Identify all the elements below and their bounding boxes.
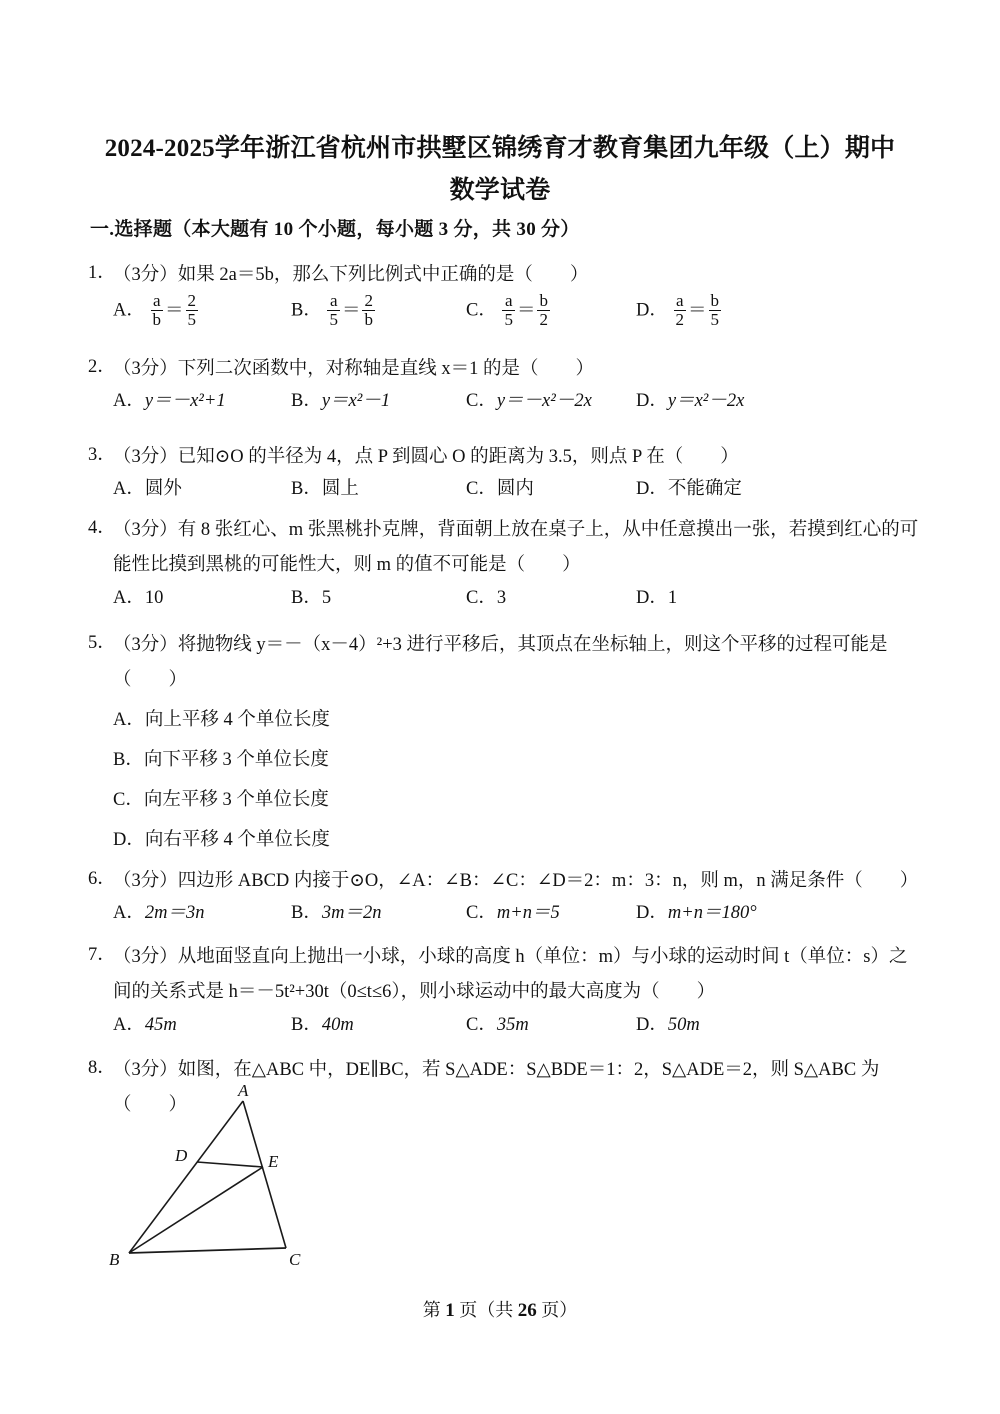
fraction-a-b: $\frac{a}{b}$ [152,291,161,329]
option-1-d[interactable]: D． $\frac{a}{2}$ ＝ $\frac{b}{5}$ [636,291,720,329]
option-4-d[interactable]: D．1 [636,588,678,608]
footer-prefix: 第 [422,1300,441,1320]
option-1-a[interactable]: A． $\frac{a}{b}$ ＝ $\frac{2}{5}$ [113,291,197,329]
title-line-1: 2024-2025学年浙江省杭州市拱墅区锦绣育才教育集团九年级（上）期中 [104,135,896,162]
option-7-b[interactable]: B．40m [291,1015,354,1035]
fraction-2-b: $\frac{2}{b}$ [364,291,373,329]
question-7-number: 7． [88,945,116,965]
question-6-options [113,898,933,932]
fraction-2-5: $\frac{2}{5}$ [187,291,197,329]
option-4-c[interactable]: C．3 [466,588,507,608]
footer-suffix: 页） [541,1300,578,1320]
option-6-b[interactable]: B．3m＝2n [291,903,382,923]
option-5-c[interactable]: C．向左平移 3 个单位长度 [113,790,329,810]
title-line-2: 数学试卷 [449,177,551,204]
question-3-number: 3． [88,445,116,465]
question-5-number: 5． [88,633,116,653]
triangle-diagram-svg [95,1085,335,1280]
label-c: C [289,1250,301,1269]
fraction-a-5-c: $\frac{a}{5}$ [504,291,513,329]
question-3-stem: （3分）已知⊙O 的半径为 4，点 P 到圆心 O 的距离为 3.5，则点 P 在（ ） [113,447,739,467]
footer-middle: 页（共 [459,1300,514,1320]
footer-page-number: 1 [445,1300,455,1321]
option-1-b[interactable]: B． $\frac{a}{5}$ ＝ $\frac{2}{b}$ [291,291,373,329]
label-d: D [175,1146,188,1165]
fraction-a-5: $\frac{a}{5}$ [329,291,338,329]
option-6-d[interactable]: D．m+n＝180° [636,903,757,923]
option-5-d[interactable]: D．向右平移 4 个单位长度 [113,830,330,850]
option-2-d[interactable]: D．y＝x²－2x [636,391,745,411]
question-5-options [113,700,330,860]
footer-total-pages: 26 [517,1300,537,1321]
question-2-number: 2． [88,357,116,377]
fraction-b-2: $\frac{b}{2}$ [539,291,548,329]
page-title [95,128,905,212]
label-a: A [238,1085,249,1100]
option-3-b[interactable]: B．圆上 [291,479,359,499]
label-e: E [268,1152,279,1171]
option-5-b[interactable]: B．向下平移 3 个单位长度 [113,750,329,770]
question-1-options [113,291,933,329]
question-6-number: 6． [88,869,116,889]
option-6-c[interactable]: C．m+n＝5 [466,903,560,923]
segment-ab [129,1101,243,1253]
option-2-c[interactable]: C．y＝－x²－2x [466,391,592,411]
segment-de [197,1162,263,1167]
option-7-c[interactable]: C．35m [466,1015,529,1035]
option-4-b[interactable]: B．5 [291,588,332,608]
option-2-b[interactable]: B．y＝x²－1 [291,391,391,411]
question-8-number: 8． [88,1058,116,1078]
question-1-stem: （3分）如果 2a＝5b，那么下列比例式中正确的是（ ） [113,265,589,285]
section-header-choice: 一.选择题（本大题有 10 个小题，每小题 3 分，共 30 分） [90,219,580,240]
question-4-options [113,583,933,617]
option-4-a[interactable]: A．10 [113,588,164,608]
fraction-b-5: $\frac{b}{5}$ [710,291,720,329]
segment-be [129,1167,263,1253]
option-5-a[interactable]: A．向上平移 4 个单位长度 [113,710,330,730]
question-5-stem: （3分）将抛物线 y＝－（x－4）²+3 进行平移后，其顶点在坐标轴上，则这个平移的过程可能是（ ） [113,635,888,690]
segment-ac [243,1101,286,1248]
question-8-stem: （3分）如图，在△ABC 中，DE∥BC，若 S△ADE：S△BDE＝1：2，S△ADE＝2，则 S△ABC 为（ ） [113,1060,880,1115]
question-2-stem: （3分）下列二次函数中，对称轴是直线 x＝1 的是（ ） [113,359,595,379]
question-4-number: 4． [88,518,116,538]
option-1-c[interactable]: C． $\frac{a}{5}$ ＝ $\frac{b}{2}$ [466,291,548,329]
option-2-a[interactable]: A．y＝－x²+1 [113,391,226,411]
option-7-a[interactable]: A．45m [113,1015,177,1035]
question-3-options [113,474,933,508]
question-7-stem: （3分）从地面竖直向上抛出一小球，小球的高度 h（单位：m）与小球的运动时间 t（单位：s）之间的关系式是 h＝－5t²+30t（0≤t≤6），则小球运动中的最大高度为（ ） [113,947,908,1002]
option-6-a[interactable]: A．2m＝3n [113,903,205,923]
fraction-a-2: $\frac{a}{2}$ [675,291,684,329]
question-6-stem: （3分）四边形 ABCD 内接于⊙O，∠A：∠B：∠C：∠D＝2：m：3：n，则 m，n 满足条件（ ） [113,871,919,891]
question-8-figure [95,1085,335,1280]
option-3-c[interactable]: C．圆内 [466,479,534,499]
page-footer [0,1296,1000,1322]
question-1-number: 1． [88,263,116,283]
option-7-d[interactable]: D．50m [636,1015,700,1035]
option-3-d[interactable]: D．不能确定 [636,479,742,499]
question-4-stem: （3分）有 8 张红心、m 张黑桃扑克牌，背面朝上放在桌子上，从中任意摸出一张，若摸到红心的可能性比摸到黑桃的可能性大，则 m 的值不可能是（ ） [113,520,919,575]
question-7-options [113,1010,933,1044]
question-2-options [113,386,933,420]
option-3-a[interactable]: A．圆外 [113,479,182,499]
segment-bc [129,1248,286,1253]
label-b: B [109,1250,120,1269]
